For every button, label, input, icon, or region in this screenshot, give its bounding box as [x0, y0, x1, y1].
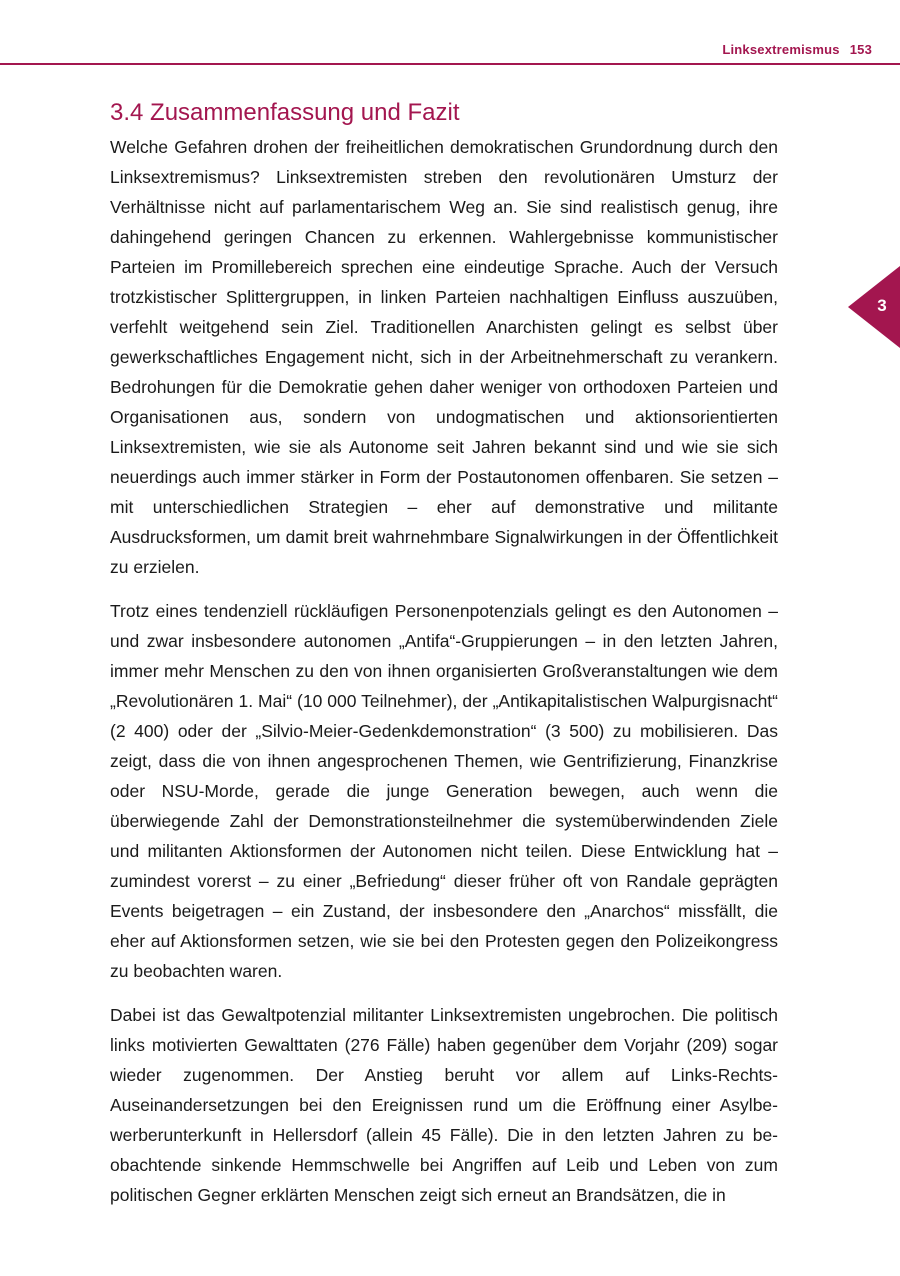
header-rule: [0, 63, 900, 65]
running-title: Linksextremismus: [722, 42, 840, 57]
page-number: 153: [849, 42, 872, 57]
paragraph: Dabei ist das Gewaltpotenzial militanter Linksextremisten ungebrochen. Die politisch links motivierten Gewalttaten (276 Fälle) haben gegenüber dem Vorjahr (209) sogar wieder zugenommen. Der Anstieg beruht vor allem auf Links-Rechts-Auseinandersetzungen bei den Ereignissen rund um die Eröffnung einer Asylbewerberunterkunft in Hellersdorf (allein 45 Fälle). Die in den letzten Jahren zu beobachtende sinkende Hemmschwelle bei Angriffen auf Leib und Leben von zum politischen Gegner erklärten Menschen zeigt sich erneut an Brandsätzen, die in: [110, 1005, 778, 1205]
chapter-number: 3: [877, 296, 887, 315]
main-content: [110, 96, 778, 1224]
section-title: 3.4 Zusammenfassung und Fazit: [110, 99, 460, 126]
running-header: [722, 42, 872, 57]
chapter-tab: [848, 266, 900, 348]
paragraph: Welche Gefahren drohen der freiheitlichen demokratischen Grundordnung durch den Linksextremismus? Linksextremisten streben den revolutionären Umsturz der Verhältnisse nicht auf parlamentarischem Weg an. Sie sind realistisch genug, ihre dahingehend geringen Chancen zu erkennen. Wahlergebnisse kommunistischer Parteien im Promillebereich sprechen eine eindeutige Sprache. Auch der Versuch trotzkistischer Splittergruppen, in linken Parteien nachhaltigen Einfluss auszuüben, verfehlt weitgehend sein Ziel. Traditionellen Anarchisten gelingt es selbst über gewerkschaftliches Engagement nicht, sich in der Arbeitnehmerschaft zu verankern. Bedrohungen für die Demokratie gehen daher weniger von orthodoxen Parteien und Organisationen aus, sondern von undogmatischen und aktionsorientierten Linksextremisten, wie sie als Autonome seit Jahren bekannt sind und wie sie sich neuerdings auch immer stärker in Form der Postautonomen offenbaren. Sie setzen – mit unterschiedlichen Strategien – eher auf demonstrative und militante Ausdrucksformen, um damit breit wahrnehmbare Signalwirkungen in der Öffentlichkeit zu erzielen.: [110, 137, 778, 577]
paragraph: Trotz eines tendenziell rückläufigen Personenpotenzials gelingt es den Autonomen – und zwar insbesondere autonomen „Antifa“-Gruppierungen – in den letzten Jahren, immer mehr Menschen zu den von ihnen organisierten Großveranstaltungen wie dem „Revolutionären 1. Mai“ (10 000 Teilnehmer), der „Antikapitalistischen Walpurgisnacht“ (2 400) oder der „Silvio-Meier-Gedenkdemonstration“ (3 500) zu mobilisieren. Das zeigt, dass die von ihnen angesprochenen Themen, wie Gentrifizierung, Finanzkrise oder NSU-Morde, gerade die junge Generation bewegen, auch wenn die überwiegende Zahl der Demonstrationsteilnehmer die systemüberwindenden Ziele und militanten Aktionsformen der Autonomen nicht teilen. Diese Entwicklung hat – zumindest vorerst – zu einer „Befriedung“ dieser früher oft von Randale geprägten Events beigetragen – ein Zustand, der insbesondere den „Anarchos“ missfällt, die eher auf Aktionsformen setzen, wie sie bei den Protesten gegen den Polizeikongress zu beobachten waren.: [110, 601, 778, 981]
